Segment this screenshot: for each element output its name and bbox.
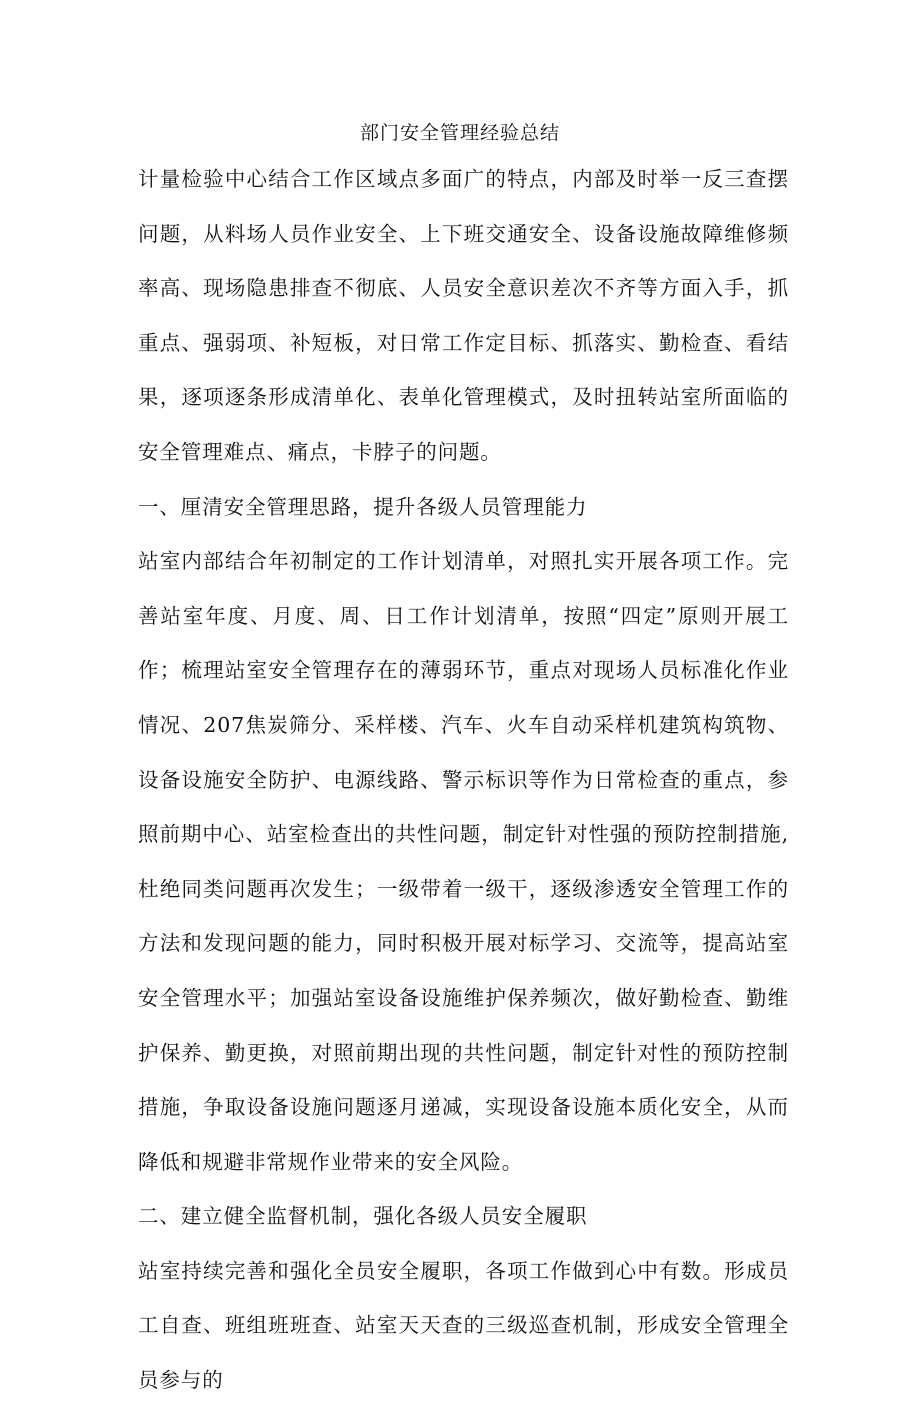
- section-1-paragraph: 站室内部结合年初制定的工作计划清单，对照扎实开展各项工作。完善站室年度、月度、周、日工作计划清单，按照“四定”原则开展工作；梳理站室安全管理存在的薄弱环节，重点对现场人员标准化作业情况、207焦炭筛分、采样楼、汽车、火车自动采样机建筑构筑物、设备设施安全防护、电源线路、警示标识等作为日常检查的重点，参照前期中心、站室检查出的共性问题，制定针对性强的预防控制措施,杜绝同类问题再次发生；一级带着一级干，逐级渗透安全管理工作的方法和发现问题的能力，同时积极开展对标学习、交流等，提高站室安全管理水平；加强站室设备设施维护保养频次，做好勤检查、勤维护保养、勤更换，对照前期出现的共性问题，制定针对性的预防控制措施，争取设备设施问题逐月递减，实现设备设施本质化安全，从而降低和规避非常规作业带来的安全风险。: [138, 549, 789, 1174]
- intro-paragraph: 计量检验中心结合工作区域点多面广的特点，内部及时举一反三查摆问题，从料场人员作业安全、上下班交通安全、设备设施故障维修频率高、现场隐患排查不彻底、人员安全意识差次不齐等方面入手，抓重点、强弱项、补短板，对日常工作定目标、抓落实、勤检查、看结果，逐项逐条形成清单化、表单化管理模式，及时扭转站室所面临的安全管理难点、痛点，卡脖子的问题。: [138, 167, 789, 464]
- section-1-heading: 一、厘清安全管理思路，提升各级人员管理能力: [138, 494, 588, 519]
- document-body: [138, 152, 789, 1408]
- section-2-heading: 二、建立健全监督机制，强化各级人员安全履职: [138, 1204, 588, 1229]
- document-title: 部门安全管理经验总结: [359, 122, 560, 144]
- section-2-paragraph: 站室持续完善和强化全员安全履职，各项工作做到心中有数。形成员工自查、班组班班查、站室天天查的三级巡查机制，形成安全管理全员参与的: [138, 1258, 789, 1393]
